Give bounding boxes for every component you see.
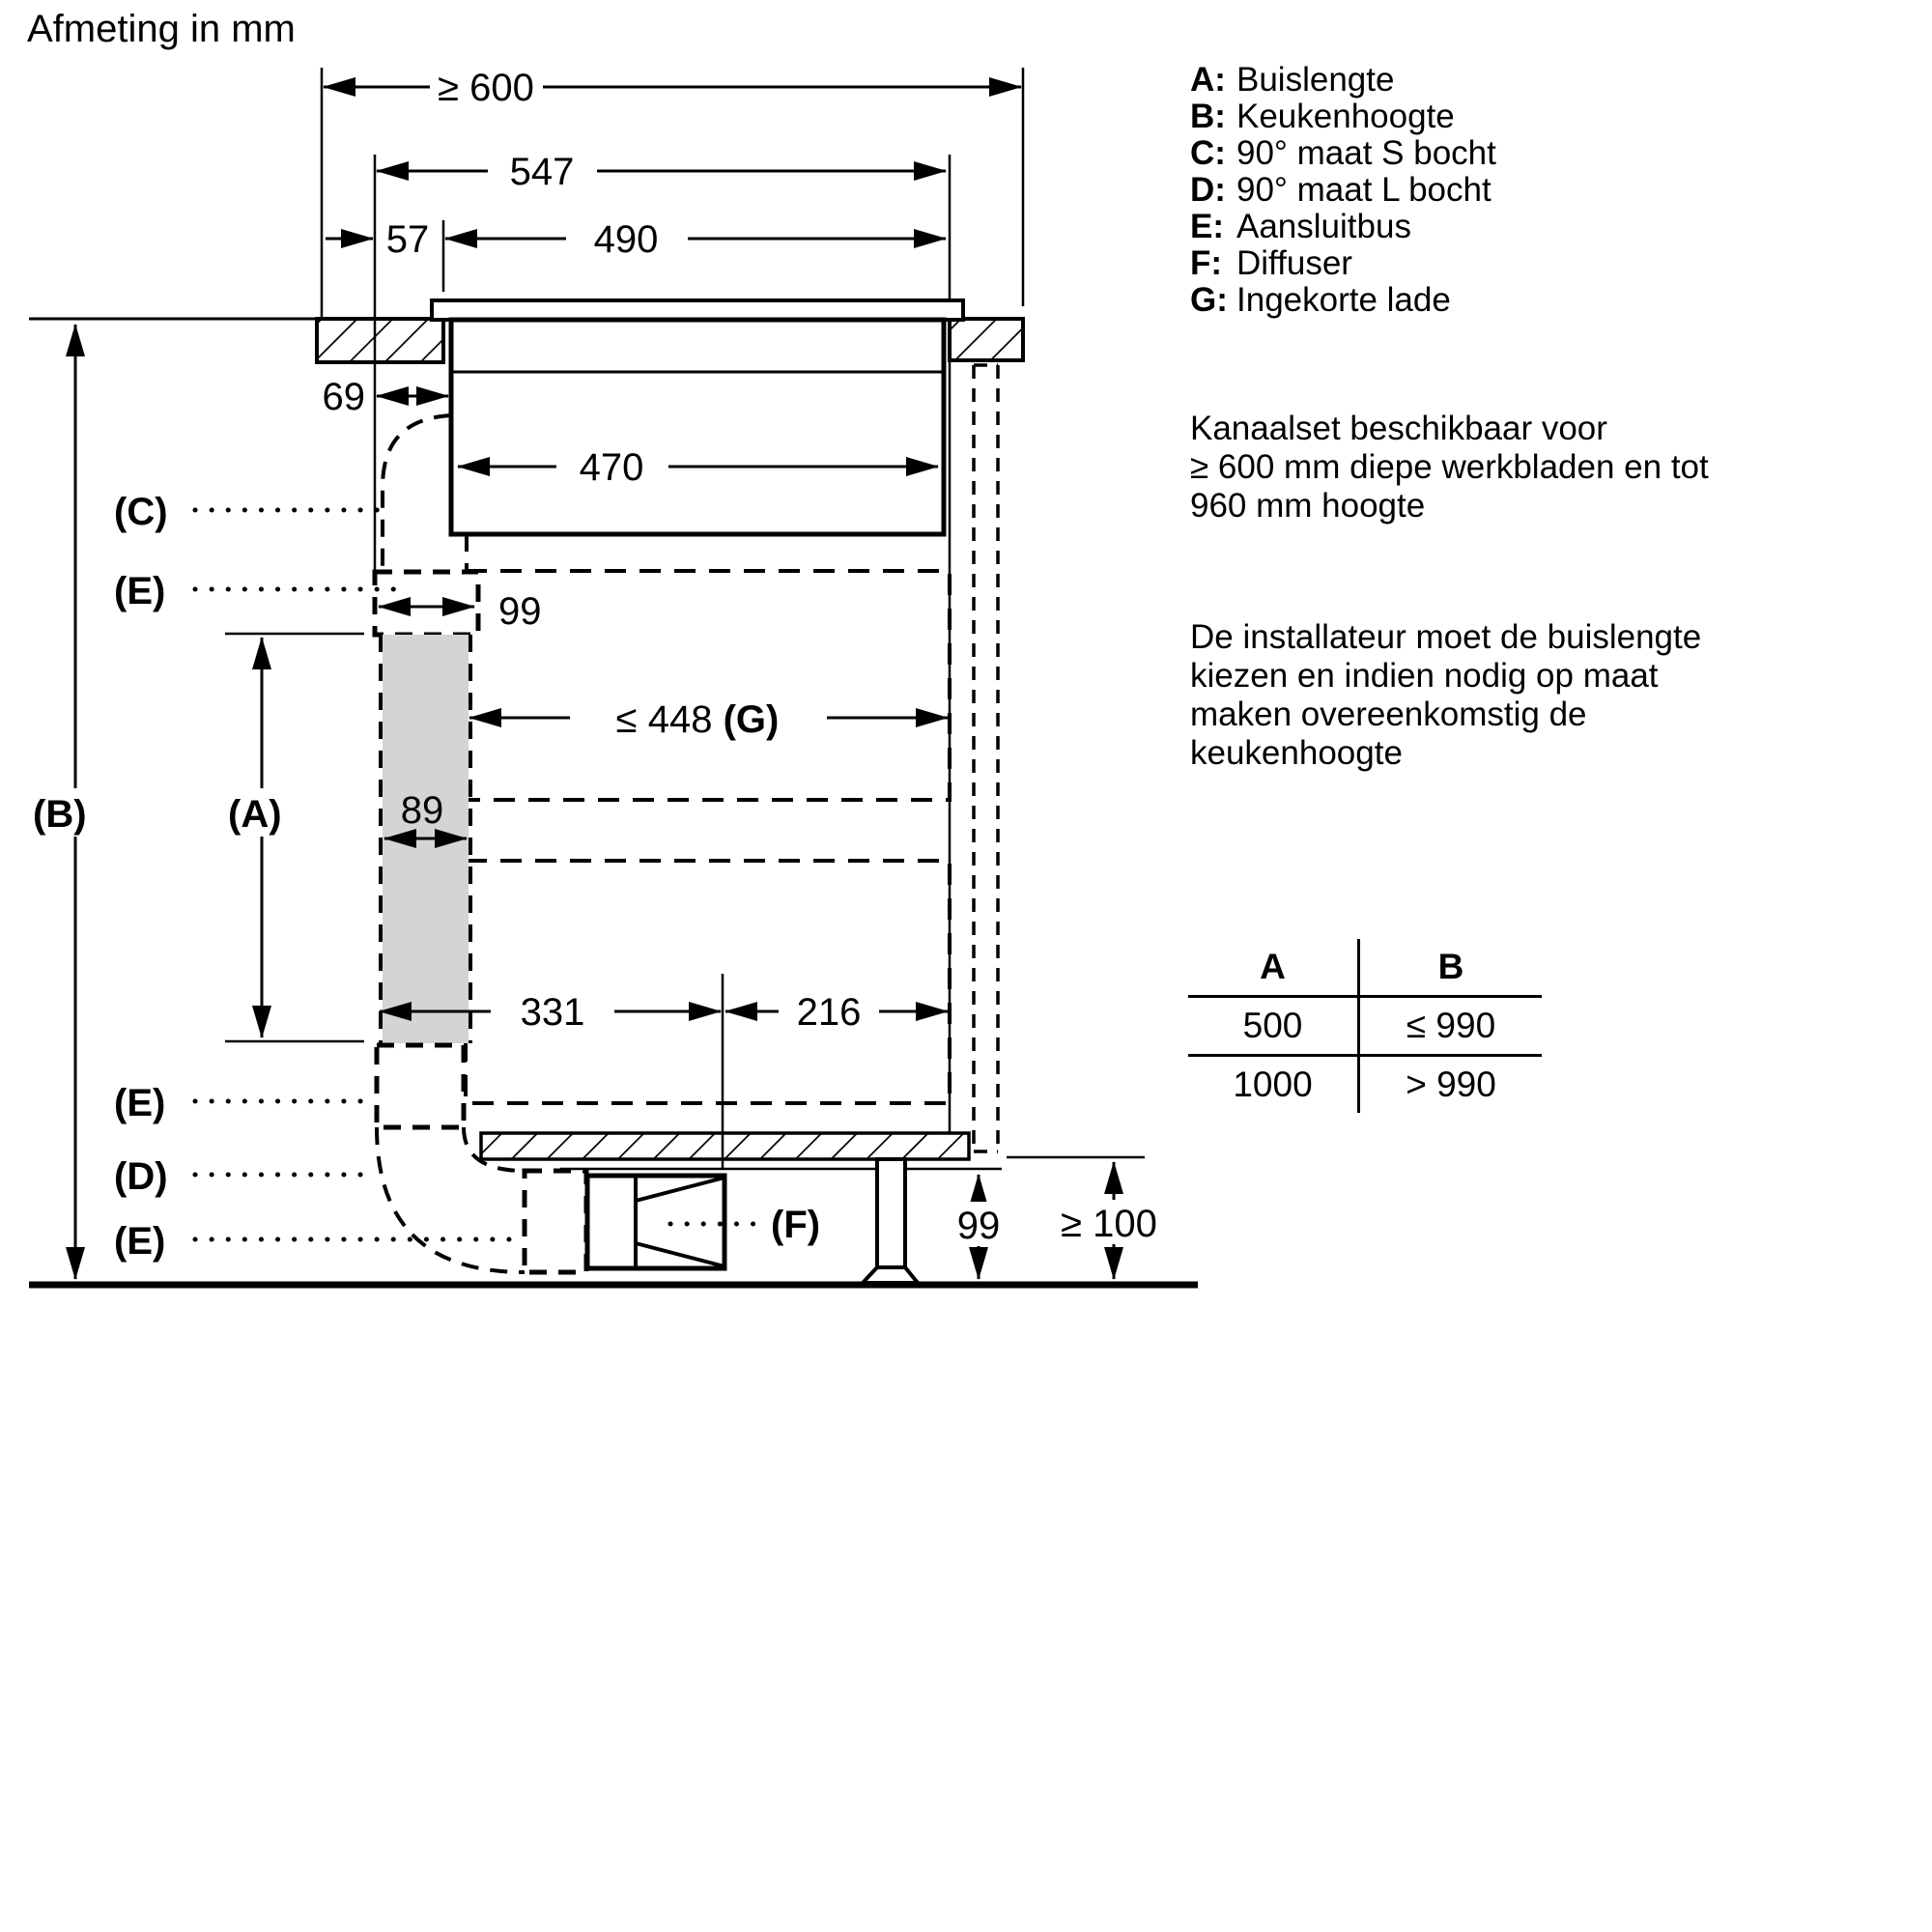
dim-57-label: 57	[385, 218, 430, 261]
dim-600-label: ≥ 600	[438, 67, 534, 109]
legend-key: G:	[1190, 281, 1228, 319]
dimension-min100	[1041, 1162, 1179, 1279]
dim-448g-ref: (G)	[723, 698, 780, 741]
dim-216-label: 216	[796, 991, 862, 1034]
dim-99-bottom-label: 99	[956, 1205, 1001, 1247]
dimension-448g	[469, 698, 948, 741]
page-title: Afmeting in mm	[27, 8, 296, 50]
callout-c-label: (C)	[114, 491, 168, 533]
hob-glass	[432, 300, 963, 320]
legend-item-c	[1190, 135, 1496, 172]
lower-compartment-box	[466, 861, 950, 1103]
legend-item-e	[1190, 209, 1496, 245]
callout-e-bottom-label: (E)	[114, 1220, 166, 1263]
callout-b-label: (B)	[33, 793, 87, 836]
note-line: kiezen en indien nodig op maat	[1190, 657, 1659, 695]
dim-69-label: 69	[322, 376, 365, 418]
legend-item-f	[1190, 245, 1496, 282]
dim-470-label: 470	[579, 446, 644, 489]
table-cell: ≤ 990	[1360, 998, 1542, 1057]
legend-label: 90° maat L bocht	[1236, 171, 1492, 209]
hob-unit	[432, 300, 963, 534]
legend	[1190, 62, 1496, 319]
legend-label: Buislengte	[1236, 61, 1395, 99]
callout-f-label: (F)	[771, 1204, 821, 1246]
table-header-a: A	[1188, 939, 1360, 998]
legend-label: Aansluitbus	[1236, 208, 1411, 245]
dimension-69	[323, 376, 449, 418]
dim-99-top-label: 99	[498, 590, 542, 633]
dim-448g-value: ≤ 448	[615, 698, 724, 741]
legend-key: B:	[1190, 98, 1226, 135]
connector-box-bottom	[525, 1171, 586, 1272]
rear-duct-channel	[974, 365, 998, 1151]
dim-89-label: 89	[400, 789, 444, 832]
legend-key: C:	[1190, 134, 1226, 172]
callout-e-mid-label: (E)	[114, 1082, 166, 1124]
dimension-99-bottom	[948, 1175, 1009, 1279]
dim-490-label: 490	[593, 218, 659, 261]
s-bend-outer-curve	[383, 415, 451, 570]
cabinet-bottom-shelf	[481, 1133, 969, 1159]
legend-key: F:	[1190, 244, 1223, 282]
legend-label: Keukenhoogte	[1236, 98, 1455, 135]
note-kanaalset	[1190, 410, 1709, 526]
dimension-600	[324, 67, 1021, 109]
dimension-b	[27, 325, 108, 1279]
connector-box-top	[375, 572, 478, 635]
note-line: De installateur moet de buislengte	[1190, 618, 1702, 656]
table-cell: > 990	[1406, 1065, 1496, 1104]
callout-e-top-label: (E)	[114, 570, 166, 612]
worktop-right-hatch	[950, 319, 1023, 360]
legend-label: Ingekorte lade	[1236, 281, 1451, 319]
dimension-a	[222, 638, 305, 1037]
legend-item-g	[1190, 282, 1496, 319]
legend-label: Diffuser	[1236, 244, 1352, 282]
dimension-547	[377, 151, 946, 193]
worktop-left-hatch	[317, 319, 443, 362]
legend-key: E:	[1190, 208, 1224, 245]
table-header-b: B	[1360, 939, 1542, 998]
legend-item-a	[1190, 62, 1496, 99]
note-line: Kanaalset beschikbaar voor	[1190, 410, 1607, 447]
legend-key: A:	[1190, 61, 1226, 99]
note-line: ≥ 600 mm diepe werkbladen en tot	[1190, 448, 1709, 486]
dim-448g-label	[616, 698, 780, 741]
callout-d-label: (D)	[114, 1155, 168, 1198]
legend-key: D:	[1190, 171, 1226, 209]
dimension-57-490	[326, 218, 946, 261]
dim-331-label: 331	[520, 991, 585, 1034]
legend-item-b	[1190, 99, 1496, 135]
size-table	[1188, 939, 1542, 1113]
callout-a-label: (A)	[228, 793, 282, 836]
table-cell: 500	[1188, 998, 1360, 1057]
legend-label: 90° maat S bocht	[1236, 134, 1496, 172]
dim-547-label: 547	[509, 151, 575, 193]
legend-item-d	[1190, 172, 1496, 209]
dim-min100-label: ≥ 100	[1061, 1203, 1157, 1245]
note-line: keukenhoogte	[1190, 734, 1403, 772]
cabinet-leg	[863, 1159, 918, 1283]
extension-lines	[225, 68, 1145, 1169]
hob-body	[451, 320, 944, 534]
note-line: maken overeenkomstig de	[1190, 696, 1587, 733]
table-cell: 1000	[1188, 1057, 1360, 1113]
note-line: 960 mm hoogte	[1190, 487, 1426, 525]
note-installateur	[1190, 618, 1701, 773]
connector-box-mid	[377, 1045, 464, 1127]
